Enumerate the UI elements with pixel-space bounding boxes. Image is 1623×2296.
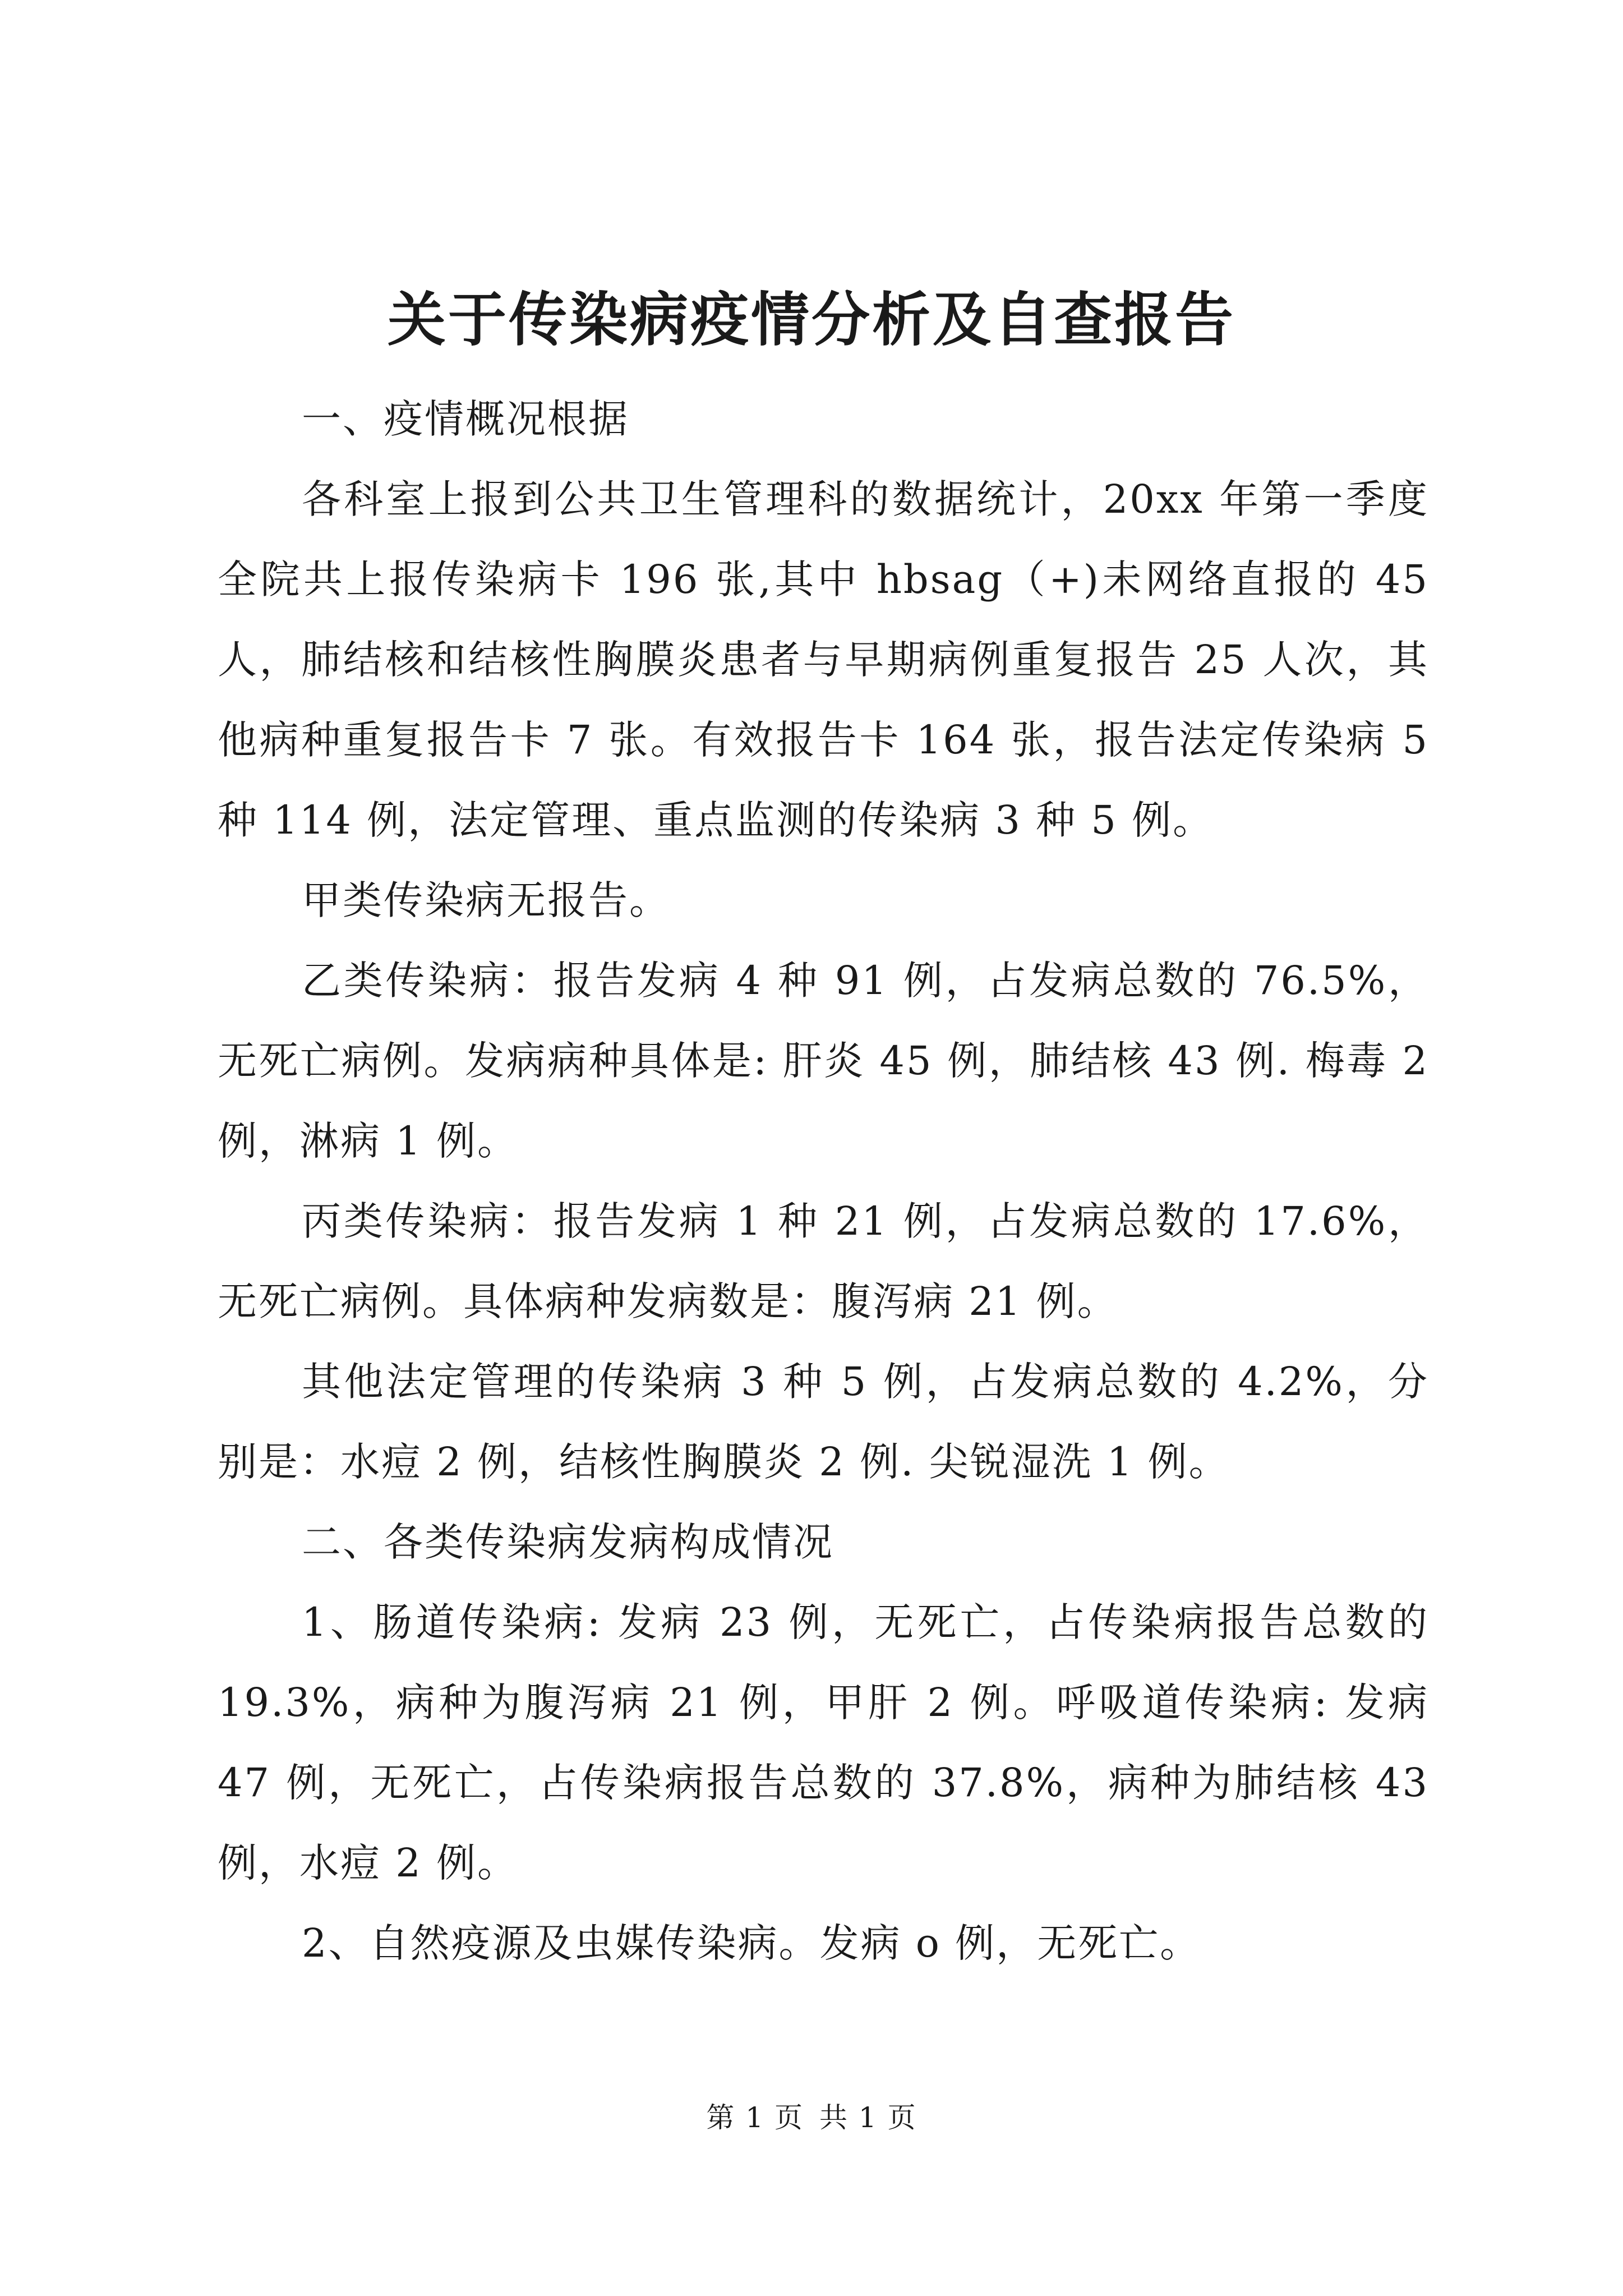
paragraph-other-diseases: 其他法定管理的传染病 3 种 5 例，占发病总数的 4.2%，分别是：水痘 2 例，结核性胸膜炎 2 例. 尖锐湿洗 1 例。 bbox=[218, 1359, 1429, 1485]
paragraph-natural-focus: 2、自然疫源及虫媒传染病。发病 o 例，无死亡。 bbox=[302, 1920, 1201, 1966]
document-title: 关于传染病疫情分析及自查报告 bbox=[387, 285, 1235, 354]
paragraph-class-c: 丙类传染病：报告发病 1 种 21 例，占发病总数的 17.6%，无死亡病例。具体病种发病数是：腹泻病 21 例。 bbox=[218, 1198, 1429, 1324]
page-number-current: 第 1 页 bbox=[706, 2101, 804, 2134]
paragraph-class-a: 甲类传染病无报告。 bbox=[302, 877, 670, 923]
paragraph-class-b: 乙类传染病：报告发病 4 种 91 例，占发病总数的 76.5%，无死亡病例。发病病种具体是: 肝炎 45 例，肺结核 43 例. 梅毒 2 例，淋病 1 例。 bbox=[218, 958, 1429, 1164]
section-heading-overview: 一、疫情概况根据 bbox=[302, 396, 629, 442]
page-number-total: 共 1 页 bbox=[819, 2101, 917, 2134]
paragraph-intestinal-respiratory: 1、肠道传染病: 发病 23 例，无死亡，占传染病报告总数的 19.3%，病种为腹泻病 21 例，甲肝 2 例。呼吸道传染病: 发病 47 例，无死亡，占传染病报告总数的 37.8%，病种为肺结核 43 例，水痘 2 例。 bbox=[218, 1599, 1429, 1886]
section-heading-composition: 二、各类传染病发病构成情况 bbox=[302, 1519, 834, 1565]
paragraph-statistics: 各科室上报到公共卫生管理科的数据统计，20xx 年第一季度全院共上报传染病卡 196 张,其中 hbsag（+)未网络直报的 45 人，肺结核和结核性胸膜炎患者与早期病例重复报告 25 人次，其他病种重复报告卡 7 张。有效报告卡 164 张，报告法定传染病 5 种 114 例，法定管理、重点监测的传染病 3 种 5 例。 bbox=[218, 476, 1429, 843]
page-footer bbox=[0, 2098, 1623, 2137]
document-body bbox=[218, 379, 1429, 1984]
